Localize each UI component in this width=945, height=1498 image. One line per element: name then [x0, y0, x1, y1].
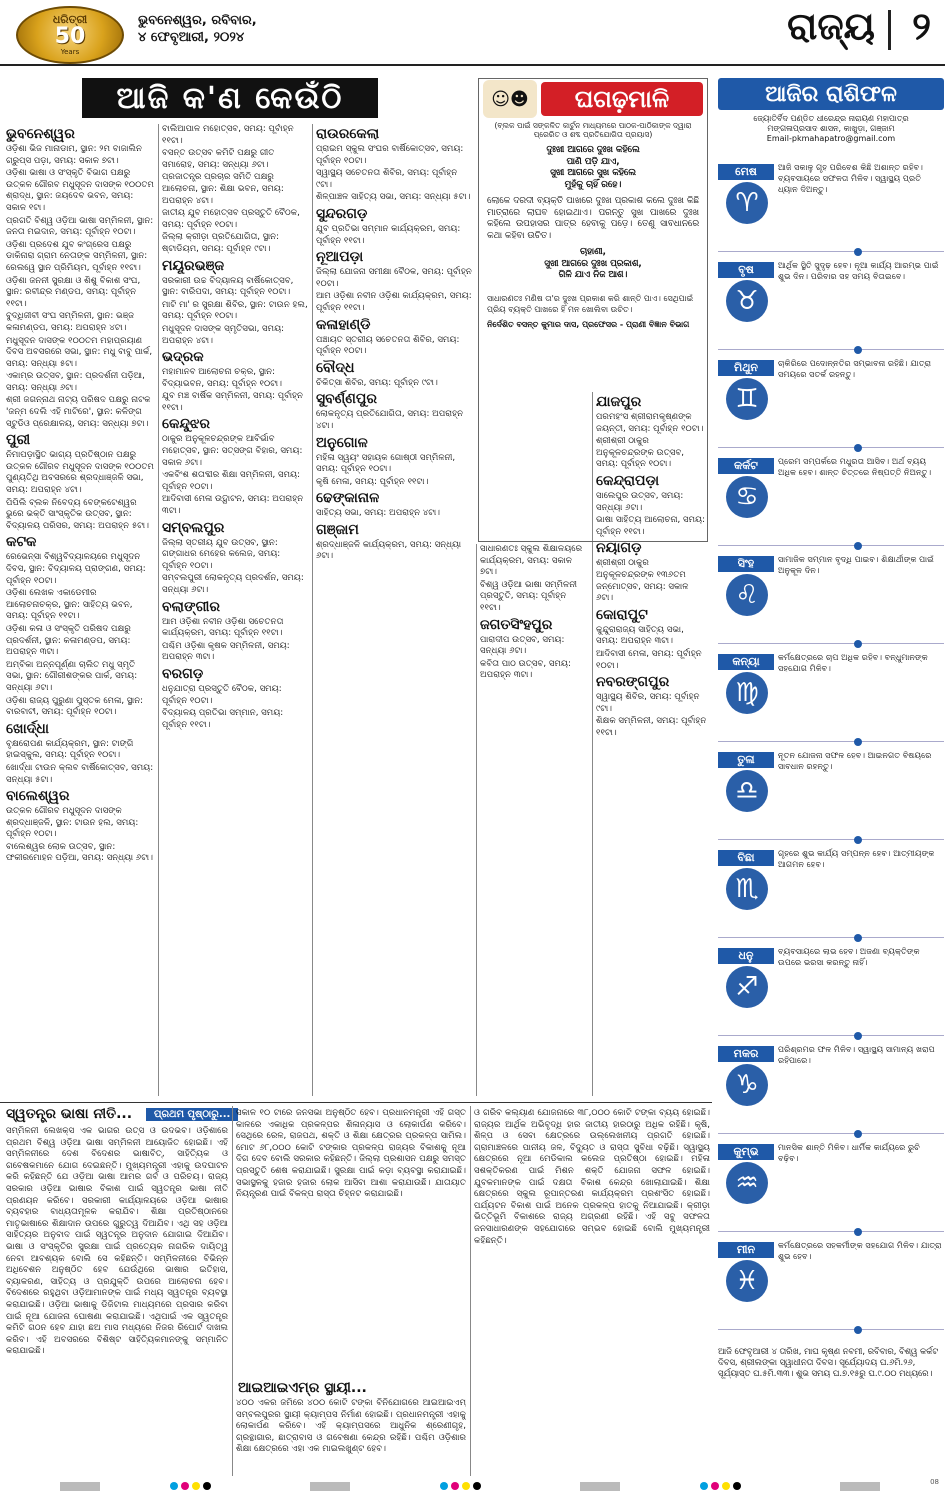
event-item: ଓଡ଼ିଶା ଜନନୀ ସୁରକ୍ଷା ଓ ଶିଶୁ ବିକାଶ ସଂଘ, ସ୍ଥାନ: ରବୀନ୍ଦ୍ର ମଣ୍ଡପ, ସମୟ: ପୂର୍ବାହ୍ନ ୧୧ଟା।	[6, 275, 141, 309]
zodiac-separator	[718, 1231, 944, 1232]
event-item: ମହିଳା ସ୍ୱୟଂ ସହାୟକ ଗୋଷ୍ଠୀ ସମ୍ମିଳନୀ, ସମୟ: ପୂର୍ବାହ୍ନ ୧୦ଟା।	[316, 452, 456, 475]
column-divider	[232, 1106, 233, 1476]
event-item: ଶ୍ରୀଶ୍ରୀ ଠାକୁର ଅନୁକୂଳଚନ୍ଦ୍ରଙ୍କ ଉତ୍ସବ, ସମୟ: ପୂର୍ବାହ୍ନ ୧୦ଟା।	[596, 436, 685, 470]
zodiac-separator	[718, 251, 944, 252]
cmyk-marks	[700, 1482, 741, 1490]
event-item: ଓଡ଼ିଶା ଭିଜ ମାନାଡାମ, ସ୍ଥାନ: ୨ମ ବାଜାଲିନ ଗ୍ରୁପ୍ସ ପଡ଼ା, ସମୟ: ସକାଳ ୭ଟା।	[6, 144, 142, 166]
events-column-4	[480, 544, 588, 1096]
separator-dot-icon	[854, 738, 862, 746]
events-column-1	[6, 124, 154, 1096]
district-heading: ବଲାଙ୍ଗୀର	[162, 598, 220, 615]
zodiac-symbol-icon: ♑	[726, 1064, 768, 1106]
zodiac-symbol-icon: ♒	[726, 1162, 768, 1204]
print-mark	[310, 1482, 350, 1491]
zodiac-separator	[718, 741, 944, 742]
header-rule	[0, 64, 945, 66]
rashifal-panel	[718, 78, 944, 1478]
event-item: ରେଭେନ୍ସା ବିଶ୍ୱବିଦ୍ୟାଳୟରେ ମଧୁସୂଦନ ଦିବସ, ସ୍ଥାନ: ବିଦ୍ୟାଳୟ ପ୍ରାଙ୍ଗଣ, ସମୟ: ପୂର୍ବାହ୍ନ ୧୦ଟା।	[6, 552, 146, 586]
event-item: ନିମାପଡ଼ାସ୍ଥିତ ଭାଗ୍ୟ ପ୍ରତିଷ୍ଠାନ ପକ୍ଷରୁ ଉତ୍କଳ ଗୌରବ ମଧୁସୂଦନ ଦାସଙ୍କ ୧୦୦ତମ ପୁଣ୍ୟତିଥି ଅବସରରେ ଶ୍ରଦ୍ଧାଞ୍ଜଳି ସଭା, ସମୟ: ଅପରାହ୍ନ ୪ଟା।	[6, 450, 154, 496]
district-heading: କଳାହାଣ୍ଡି	[316, 316, 371, 333]
zodiac-name: ସିଂହ	[718, 556, 774, 572]
events-column-2	[162, 124, 308, 1096]
zodiac-symbol-icon: ♋	[726, 476, 768, 518]
article-1-title: ସ୍ୱତନ୍ତ୍ର ଭାଷା ନୀତି...	[6, 1106, 133, 1122]
zodiac-symbol-icon: ♎	[726, 770, 768, 812]
district-heading: ଖୋର୍ଦ୍ଧା	[6, 720, 49, 737]
district-heading: ନୂଆପଡ଼ା	[316, 249, 364, 266]
gagamali-body	[479, 141, 707, 291]
zodiac-prediction: ଗୃହରେ ଶୁଭ କାର୍ଯ୍ୟ ସମ୍ପନ୍ନ ହେବ। ଆତ୍ମୀୟଙ୍କ ଆଗମନ ହେବ।	[778, 848, 935, 869]
zodiac-name: କୁମ୍ଭ	[718, 1144, 774, 1160]
district-heading: ନବରଙ୍ଗପୁର	[596, 674, 670, 691]
cmyk-marks	[170, 1482, 211, 1490]
zodiac-prediction: ଚାକିରିରେ ପଦୋନ୍ନତିର ସମ୍ଭାବନା ରହିଛି। ଯାତ୍ରା ସମୟରେ ସତର୍କ ରହନ୍ତୁ।	[778, 358, 932, 379]
dateline-city-day: ଭୁବନେଶ୍ୱର, ରବିବାର,	[138, 13, 257, 28]
zodiac-separator	[718, 1329, 944, 1330]
event-item: ଖୋର୍ଦ୍ଧା ଟାଉନ କ୍ଲବ ବାର୍ଷିକୋତ୍ସବ, ସମୟ: ସନ୍ଧ୍ୟା ୫ଟା।	[6, 762, 154, 785]
rashifal-title: ଆଜିର ରାଶିଫଳ	[718, 78, 944, 110]
event-item: ଓଡ଼ିଶା ରାଜ୍ୟ ପୁରୁଣା ପୁସ୍ତକ ମେଳା, ସ୍ଥାନ: ବାରବାଟୀ, ସମୟ: ପୂର୍ବାହ୍ନ ୧୦ଟା।	[6, 695, 144, 718]
article-1-body: ସମ୍ମିଳନୀ ଲେଖକ୍ସ ଏକ ଭାଗର ଉତ୍ସ ଓ ଉଦଭବ। ଓଡ଼ିଶାରେ ପ୍ରଥମ ବିଶ୍ୱ ଓଡ଼ିଆ ଭାଷା ସମ୍ମିଳନୀ ଆୟୋଜିତ ହୋଇଛି। ଏହି ସମ୍ମିଳନୀରେ ଦେଶ ବିଦେଶର ଭାଷାବିତ୍, ସାହିତ୍ୟିକ ଓ ଗବେଷକମାନେ ଯୋଗ ଦେଇଛନ୍ତି। ମୁଖ୍ୟମନ୍ତ୍ରୀ ଏହାକୁ ଉଦଘାଟନ କରି କହିଛନ୍ତି ଯେ ଓଡ଼ିଆ ଭାଷା ଆମର ଗର୍ବ ଓ ପରିଚୟ। ରାଜ୍ୟ ସରକାର ଓଡ଼ିଆ ଭାଷାର ବିକାଶ ପାଇଁ ସ୍ୱତନ୍ତ୍ର ଭାଷା ନୀତି ପ୍ରଣୟନ କରିବେ। ସରକାରୀ କାର୍ଯ୍ୟାଳୟରେ ଓଡ଼ିଆ ଭାଷାର ବ୍ୟବହାର ବାଧ୍ୟତାମୂଳକ କରାଯିବ। ଶିକ୍ଷା ପ୍ରତିଷ୍ଠାନରେ ମାତୃଭାଷାରେ ଶିକ୍ଷାଦାନ ଉପରେ ଗୁରୁତ୍ୱ ଦିଆଯିବ। ଏଥି ସହ ଓଡ଼ିଆ ସାହିତ୍ୟର ଅନୁବାଦ ପାଇଁ ସ୍ୱତନ୍ତ୍ର ଅନୁଦାନ ଯୋଗାଇ ଦିଆଯିବ। ଭାଷା ଓ ସଂସ୍କୃତିର ସୁରକ୍ଷା ପାଇଁ ପ୍ରତ୍ୟେକ ନାଗରିକ ଦାୟିତ୍ୱ ନେବା ଆବଶ୍ୟକ ବୋଲି ସେ କହିଛନ୍ତି। ସମ୍ମିଳନୀରେ ବିଭିନ୍ନ ଅଧିବେଶନ ଅନୁଷ୍ଠିତ ହେବ ଯେଉଁଥିରେ ଭାଷାର ଇତିହାସ, ବ୍ୟାକରଣ, ସାହିତ୍ୟ ଓ ପ୍ରଯୁକ୍ତି ଉପରେ ଆଲୋଚନା ହେବ। ବିଦେଶରେ ରହୁଥିବା ଓଡ଼ିଆମାନଙ୍କ ପାଇଁ ମଧ୍ୟ ସ୍ୱତନ୍ତ୍ର ବ୍ୟବସ୍ଥା କରାଯାଇଛି। ଓଡ଼ିଆ ଭାଷାକୁ ଡିଜିଟାଲ ମାଧ୍ୟମରେ ପ୍ରସାର କରିବା ପାଇଁ ନୂଆ ଯୋଜନା ଘୋଷଣା କରାଯାଇଛି। ଏଥିପାଇଁ ଏକ ସ୍ୱତନ୍ତ୍ର କମିଟି ଗଠନ ହେବ ଯାହା ଛଅ ମାସ ମଧ୍ୟରେ ନିଜର ରିପୋର୍ଟ ଦାଖଲ କରିବ। ଏହି ଅବସରରେ ବିଶିଷ୍ଟ ସାହିତ୍ୟିକମାନଙ୍କୁ ସମ୍ମାନିତ କରାଯାଇଛି।	[6, 1126, 228, 1357]
event-item: ପଶ୍ଚିମ ଓଡ଼ିଶା କୃଷକ ସମ୍ମିଳନୀ, ସମୟ: ଅପରାହ୍ନ ୩ଟା।	[162, 640, 290, 663]
event-item: ଆଦିବାସୀ ମେଳା, ସମୟ: ପୂର୍ବାହ୍ନ ୧୦ଟା।	[596, 648, 702, 671]
event-item: ସ୍ୱାସ୍ଥ୍ୟ ଶିବିର, ସମୟ: ପୂର୍ବାହ୍ନ ୯ଟା।	[596, 692, 700, 714]
event-item: ଶ୍ରୀ ଜଗନ୍ନାଥ ନାଟ୍ୟ ପରିଷଦ ପକ୍ଷରୁ ନାଟକ 'ଜନ୍ମ ଦେଲି ଏହି ମାଟିରେ', ସ୍ଥାନ: କଳିଙ୍ଗ ସ୍ଟୁଡିଓ ପ୍ରେକ୍ଷାଳୟ, ସମୟ: ସନ୍ଧ୍ୟା ୭ଟା।	[6, 395, 151, 429]
district-heading: ବୌଦ୍ଧ	[316, 359, 355, 376]
gagamali-footer-text: ସାଧାରଣତଃ ମଣିଷ ତା'ର ଦୁଃଖ ପ୍ରକାଶ କରି ଶାନ୍ତି ପାଏ। ସେଥିପାଇଁ ପ୍ରିୟ ବ୍ୟକ୍ତି ପାଖରେ ହିଁ ମନ ଖୋଲିବା ଉଚିତ।	[487, 293, 694, 314]
event-item: ଓଡ଼ିଶା କଳା ଓ ସଂସ୍କୃତି ପରିଷଦ ପକ୍ଷରୁ ପ୍ରଦର୍ଶନୀ, ସ୍ଥାନ: କଳାମଣ୍ଡପ, ସମୟ: ଅପରାହ୍ନ ୩ଟା।	[6, 623, 131, 658]
cartoon-faces-icon: ☺☻	[483, 80, 537, 118]
zodiac-symbol-icon: ♊	[726, 378, 768, 420]
article-4-body: ଓ ଗରିବ କଲ୍ୟାଣ ଯୋଜନାରେ ୩୮,୦୦୦ କୋଟି ଟଙ୍କା ବ୍ୟୟ ହୋଇଛି। ରାଜ୍ୟର ଆର୍ଥିକ ଅଭିବୃଦ୍ଧି ହାର ଜାତୀୟ ହାରଠାରୁ ଅଧିକ ରହିଛି। କୃଷି, ଶିଳ୍ପ ଓ ସେବା କ୍ଷେତ୍ରରେ ଉଲ୍ଲେଖନୀୟ ପ୍ରଗତି ହୋଇଛି। ଗ୍ରାମାଞ୍ଚଳରେ ପାନୀୟ ଜଳ, ବିଦ୍ୟୁତ ଓ ରାସ୍ତା ସୁବିଧା ବଢ଼ିଛି। ସ୍ୱାସ୍ଥ୍ୟ କ୍ଷେତ୍ରରେ ନୂଆ ମେଡିକାଲ କଲେଜ ପ୍ରତିଷ୍ଠା ହୋଇଛି। ମହିଳା ସଶକ୍ତିକରଣ ପାଇଁ ମିଶନ ଶକ୍ତି ଯୋଜନା ସଫଳ ହୋଇଛି। ଯୁବକମାନଙ୍କ ପାଇଁ ଦକ୍ଷତା ବିକାଶ କେନ୍ଦ୍ର ଖୋଲାଯାଇଛି। ଶିକ୍ଷା କ୍ଷେତ୍ରରେ ସ୍କୁଲ ରୂପାନ୍ତରଣ କାର୍ଯ୍ୟକ୍ରମ ପ୍ରଶଂସିତ ହୋଇଛି। ପର୍ଯ୍ୟଟନ ବିକାଶ ପାଇଁ ଅନେକ ପ୍ରକଳ୍ପ ହାତକୁ ନିଆଯାଇଛି। କ୍ରୀଡ଼ା ଭିତ୍ତିଭୂମି ବିକାଶରେ ରାଜ୍ୟ ଅଗ୍ରଣୀ ରହିଛି। ଏହି ସବୁ ସଫଳତା ଜନସାଧାରଣଙ୍କ ସହଯୋଗରେ ସମ୍ଭବ ହୋଇଛି ବୋଲି ମୁଖ୍ୟମନ୍ତ୍ରୀ କହିଛନ୍ତି।	[474, 1108, 710, 1246]
zodiac-symbol-icon: ♈	[726, 182, 768, 224]
event-item: ମହାମାନବ ଆଲୋଚନା ଚକ୍ର, ସ୍ଥାନ: ବିଦ୍ୟାଭବନ, ସମୟ: ପୂର୍ବାହ୍ନ ୧୦ଟା।	[162, 367, 282, 389]
event-item: ବାଲେଶ୍ୱର ଲୋକ ଉତ୍ସବ, ସ୍ଥାନ: ଫକୀରମୋହନ ପଡ଼ିଆ, ସମୟ: ସନ୍ଧ୍ୟା ୬ଟା।	[6, 841, 153, 864]
article-3-body: ସକାଳ ୧୦ ଟାରେ ଜନସଭା ଅନୁଷ୍ଠିତ ହେବ। ପ୍ରଧାନମନ୍ତ୍ରୀ ଏହି ଗସ୍ତ କାଳରେ ଏକାଧିକ ପ୍ରକଳ୍ପର ଶିଳାନ୍ୟାସ ଓ ଲୋକାର୍ପଣ କରିବେ। ସେଥିରେ ରେଳ, ରାଜପଥ, ଶକ୍ତି ଓ ଶିକ୍ଷା କ୍ଷେତ୍ରର ପ୍ରକଳ୍ପ ସାମିଲ। ମୋଟ ୬୮,୦୦୦ କୋଟି ଟଙ୍କାର ପ୍ରକଳ୍ପ ରାଜ୍ୟର ବିକାଶକୁ ନୂଆ ଦିଗ ଦେବ ବୋଲି ସରକାର କହିଛନ୍ତି। ଜିଲ୍ଲା ପ୍ରଶାସନ ପକ୍ଷରୁ ସମସ୍ତ ପ୍ରସ୍ତୁତି ଶେଷ କରାଯାଇଛି। ସୁରକ୍ଷା ପାଇଁ କଡ଼ା ବ୍ୟବସ୍ଥା କରାଯାଇଛି। ସଭାସ୍ଥଳକୁ ହଜାର ହଜାର ଲୋକ ଆସିବା ଆଶା କରାଯାଉଛି। ଯାତାୟାତ ନିୟନ୍ତ୍ରଣ ପାଇଁ ବିକଳ୍ପ ରାସ୍ତା ଚିହ୍ନଟ କରାଯାଇଛି।	[236, 1108, 466, 1200]
event-item: ବାଲିଆପାଳ ମହୋତ୍ସବ, ସମୟ: ପୂର୍ବାହ୍ନ ୧୧ଟା।	[162, 124, 294, 146]
event-item: ଓଡ଼ିଶା ଭାଷା ଓ ସଂସ୍କୃତି ବିଭାଗ ପକ୍ଷରୁ ଉତ୍କଳ ଗୌରବ ମଧୁସୂଦନ ଦାସଙ୍କ ୧୦୦ତମ ଶ୍ରାଦ୍ଧ, ସ୍ଥାନ: ଜୟଦେବ ଭବନ, ସମୟ: ସକାଳ ୧ଟା।	[6, 168, 154, 213]
astrologer-name: ଜ୍ୟୋତିର୍ବିଦ ପଣ୍ଡିତ ଧୀରେନ୍ଦ୍ର ନାରାୟଣ ମହାପାତ୍ର	[753, 114, 909, 123]
event-item: ଶିକ୍ଷକ ସମ୍ମିଳନୀ, ସମୟ: ପୂର୍ବାହ୍ନ ୧୧ଟା।	[596, 716, 707, 738]
district-heading: ଯାଜପୁର	[596, 394, 642, 410]
district-heading: ସୁବର୍ଣ୍ଣପୁର	[316, 391, 377, 408]
zodiac-symbol-icon: ♏	[726, 868, 768, 910]
district-heading: କେନ୍ଦ୍ରାପଡ଼ା	[596, 472, 660, 489]
separator-dot-icon	[854, 1228, 862, 1236]
newspaper-logo	[16, 6, 124, 64]
dateline	[138, 12, 257, 46]
district-heading: କଟକ	[6, 534, 37, 551]
panchang-text: ଆଜି ଫେବୃଆରୀ ୪ ତାରିଖ, ମାଘ କୃଷ୍ଣ ନବମୀ, ରବିବାର, ବିଶ୍ୱ କର୍କଟ ଦିବସ, ଶ୍ରୀଲଙ୍କା ସ୍ୱାଧୀନତା ଦିବସ। ସୂର୍ଯ୍ୟୋଦୟ ଘ.୬ମି.୨୬, ସୂର୍ଯ୍ୟାସ୍ତ ଘ.୫ମି.୩୩। ଶୁଭ ସମୟ ଘ.୭.୧୫ରୁ ଘ.୯.୦୦ ମଧ୍ୟରେ।	[718, 1346, 939, 1378]
event-item: ମାଟି ମା' ର ସୁରକ୍ଷା ଶିବିର, ସ୍ଥାନ: ଟାଉନ ହଲ, ସମୟ: ପୂର୍ବାହ୍ନ ୧୦ଟା।	[162, 299, 308, 322]
zodiac-prediction: ସାମାଜିକ ସମ୍ମାନ ବୃଦ୍ଧି ପାଇବ। ଶିକ୍ଷାର୍ଥୀଙ୍କ ପାଇଁ ଅନୁକୂଳ ଦିନ।	[778, 554, 934, 575]
zodiac-entry	[718, 844, 944, 940]
event-item: ଭାଷା ସାହିତ୍ୟ ଆଲୋଚନା, ସମୟ: ପୂର୍ବାହ୍ନ ୧୧ଟା।	[596, 515, 706, 537]
zodiac-prediction: ପରିଶ୍ରମର ଫଳ ମିଳିବ। ସ୍ୱାସ୍ଥ୍ୟ ସାମାନ୍ୟ ଖରାପ ରହିପାରେ।	[778, 1044, 935, 1065]
separator-dot-icon	[854, 1032, 862, 1040]
zodiac-name: ବୃଷ	[718, 262, 774, 278]
district-heading: ଢେଙ୍କାନାଳ	[316, 490, 380, 507]
event-item: କୃଷି ମେଳା, ସମୟ: ପୂର୍ବାହ୍ନ ୧୧ଟା।	[316, 476, 429, 487]
zodiac-separator	[718, 349, 944, 350]
event-item: ବିଶ୍ୱ ଓଡ଼ିଆ ଭାଷା ସମ୍ମିଳନୀ ପ୍ରସ୍ତୁତି, ସମୟ: ପୂର୍ବାହ୍ନ ୧୧ଟା।	[480, 579, 578, 613]
event-item: ଶ୍ରୀଶ୍ରୀ ଠାକୁର ଅନୁକୂଳଚନ୍ଦ୍ରଙ୍କ ୧୩୬ତମ ଜନ୍ମୋତ୍ସବ, ସମୟ: ସକାଳ ୬ଟା।	[596, 558, 689, 604]
zodiac-entry	[718, 452, 944, 548]
logo-anniversary-number: 50	[54, 24, 86, 49]
event-item: ଚିକିତ୍ସା ଶିବିର, ସମୟ: ପୂର୍ବାହ୍ନ ୯ଟା।	[316, 377, 438, 388]
district-heading: କେନ୍ଦୁଝର	[162, 416, 211, 433]
zodiac-entry	[718, 648, 944, 744]
event-item: ଜିଲ୍ଲା ଯୋଜନା ସମୀକ୍ଷା ବୈଠକ, ସମୟ: ପୂର୍ବାହ୍ନ ୧୦ଟା।	[316, 267, 472, 289]
event-item: ପାରାଦୀପ ଉତ୍ସବ, ସମୟ: ସନ୍ଧ୍ୟା ୬ଟା।	[480, 634, 565, 657]
event-item: ପରମହଂସ ଶ୍ରୀରାମକୃଷ୍ଣଙ୍କ ଜୟନ୍ତୀ, ସମୟ: ପୂର୍ବାହ୍ନ ୧୦ଟା।	[596, 412, 704, 434]
print-mark	[840, 1482, 880, 1491]
event-item: କବିତା ପାଠ ଉତ୍ସବ, ସମୟ: ଅପରାହ୍ନ ୩ଟା।	[480, 658, 571, 681]
zodiac-entry	[718, 256, 944, 352]
column-divider	[312, 124, 313, 1096]
zodiac-symbol-icon: ♍	[726, 672, 768, 714]
zodiac-separator	[718, 1133, 944, 1134]
gagamali-box	[478, 78, 708, 542]
gagamali-text: ଲୋକେ ଦରଦୀ ବ୍ୟକ୍ତି ପାଖରେ ଦୁଃଖ ପ୍ରକାଶ କଲେ ଦୁଃଖ କିଛି ମାତ୍ରାରେ ଲାଘବ ହୋଇଥାଏ। ପରନ୍ତୁ ସୁଖ ପାଖରେ ଦୁଃଖ କହିଲେ ଉପହାସର ପାତ୍ର ହେବାକୁ ପଡ଼େ। ତେଣୁ ସାବଧାନରେ କଥା କହିବା ଉଚିତ।	[487, 196, 699, 241]
zodiac-entry	[718, 942, 944, 1038]
zodiac-entry	[718, 158, 944, 254]
column-divider	[158, 124, 159, 1096]
event-item: ସାଧାରଣତଃ ସ୍କୁଲ ଶିକ୍ଷାଳୟରେ କାର୍ଯ୍ୟକ୍ରମ, ସମୟ: ସକାଳ ୭ଟା।	[480, 544, 583, 578]
event-item: ବୁଦ୍ଧିଜୀବୀ ସଂଘ ସମ୍ମିଳନୀ, ସ୍ଥାନ: ଭଞ୍ଜ କଳାମଣ୍ଡପ, ସମୟ: ଅପରାହ୍ନ ୪ଟା।	[6, 311, 135, 333]
astrologer-email: Email-pkmahapatro@gmail.com	[766, 134, 896, 143]
zodiac-name: କର୍କଟ	[718, 458, 774, 474]
zodiac-prediction: ପ୍ରେମ ସମ୍ପର୍କରେ ମଧୁରତା ଆସିବ। ଅର୍ଥ ବ୍ୟୟ ଅଧିକ ହେବ। ଶାନ୍ତ ଚିତ୍ତରେ ନିଷ୍ପତ୍ତି ନିଅନ୍ତୁ।	[778, 456, 932, 477]
gagamali-subtitle: (ବ୍ଲକ ପାଇଁ ସଙ୍କଳିତ କାର୍ଟୁନ ମାଧ୍ୟମରେ ପାଠକ-ପାଠିକାଙ୍କ ଦ୍ୱାରା ପ୍ରେରିତ ଓ ଶବ୍ଦ ପ୍ରତିଯୋଗିତା ପ୍ରୟାସ)	[494, 121, 692, 139]
zodiac-entry	[718, 354, 944, 450]
zodiac-separator	[718, 447, 944, 448]
event-item: ଜିଲ୍ଲା କ୍ରୀଡ଼ା ପ୍ରତିଯୋଗିତା, ସ୍ଥାନ: ଷ୍ଟାଡିୟମ, ସମୟ: ପୂର୍ବାହ୍ନ ୯ଟା।	[162, 232, 279, 254]
district-heading: ଜଗତସିଂହପୁର	[480, 616, 553, 633]
event-item: ଧନୁଯାତ୍ରା ପ୍ରସ୍ତୁତି ବୈଠକ, ସମୟ: ପୂର୍ବାହ୍ନ ୧୦ଟା।	[162, 683, 282, 706]
zodiac-symbol-icon: ♐	[726, 966, 768, 1008]
separator-dot-icon	[854, 248, 862, 256]
cmyk-marks	[440, 1482, 481, 1490]
separator-dot-icon	[854, 542, 862, 550]
print-mark	[60, 1482, 100, 1491]
logo-years: Years	[60, 48, 80, 56]
event-item: ଶ୍ରଦ୍ଧାଞ୍ଜଳି କାର୍ଯ୍ୟକ୍ରମ, ସମୟ: ସନ୍ଧ୍ୟା ୬ଟା।	[316, 539, 462, 562]
event-item: କୁନ୍ଦୁରାରାଜ୍ୟ ସାହିତ୍ୟ ସଭା, ସମୟ: ଅପରାହ୍ନ ୩ଟା।	[596, 624, 684, 647]
separator-dot-icon	[854, 346, 862, 354]
district-heading: ବରଗଡ଼	[162, 665, 204, 682]
section-title: ରାଜ୍ୟ	[787, 4, 875, 48]
zodiac-name: ମକର	[718, 1046, 774, 1062]
event-item: ଜିଲ୍ଲା ସ୍ତରୀୟ ଯୁବ ଉତ୍ସବ, ସ୍ଥାନ: ଗଙ୍ଗାଧର ମେହେର କଲେଜ, ସମୟ: ପୂର୍ବାହ୍ନ ୧୦ଟା।	[162, 537, 281, 571]
separator-dot-icon	[854, 444, 862, 452]
zodiac-prediction: ଆର୍ଥିକ ସ୍ଥିତି ସୁଦୃଢ଼ ହେବ। ନୂଆ କାର୍ଯ୍ୟ ଆରମ୍ଭ ପାଇଁ ଶୁଭ ଦିନ। ପରିବାର ସହ ସମୟ ବିତାଇବେ।	[778, 260, 939, 281]
event-item: ଉତ୍କଳ ଗୌରବ ମଧୁସୂଦନ ଦାସଙ୍କ ଶ୍ରଦ୍ଧାଞ୍ଜଳି, ସ୍ଥାନ: ଟାଉନ ହଲ, ସମୟ: ପୂର୍ବାହ୍ନ ୧୦ଟା।	[6, 806, 139, 840]
zodiac-name: ତୁଳା	[718, 752, 774, 768]
event-item: ପ୍ରାଇମ ସ୍କୁଲ ସଂଘର ବାର୍ଷିକୋତ୍ସବ, ସମୟ: ପୂର୍ବାହ୍ନ ୧୦ଟା।	[316, 144, 464, 166]
separator-dot-icon	[854, 934, 862, 942]
district-heading: ଭଦ୍ରକ	[162, 349, 204, 366]
district-heading: ସମ୍ବଲପୁର	[162, 519, 225, 536]
district-heading: କୋରାପୁଟ	[596, 606, 648, 623]
zodiac-symbol-icon: ♉	[726, 280, 768, 322]
zodiac-name: ବିଛା	[718, 850, 774, 866]
district-heading: ରାଉରକେଲା	[316, 126, 380, 142]
zodiac-name: ମେଷ	[718, 164, 774, 180]
zodiac-entry	[718, 1138, 944, 1234]
event-item: ଶିଳ୍ପାଞ୍ଚଳ ସାହିତ୍ୟ ସଭା, ସମୟ: ସନ୍ଧ୍ୟା ୫ଟା।	[316, 192, 471, 203]
event-item: ଲୋକନୃତ୍ୟ ପ୍ରତିଯୋଗିତା, ସମୟ: ଅପରାହ୍ନ ୪ଟା।	[316, 409, 464, 431]
zodiac-separator	[718, 643, 944, 644]
gagamali-credit: ନିର୍ଦେଶିତ ବସନ୍ତ କୁମାର ଦାସ, ପ୍ରଫେସର - ପ୍ରାଣୀ ବିଜ୍ଞାନ ବିଭାଗ	[487, 319, 690, 329]
zodiac-separator	[718, 839, 944, 840]
event-item: ବସନ୍ତ ଉତ୍ସବ କମିଟି ପକ୍ଷରୁ ଗୀତ ସମାରୋହ, ସମୟ: ସନ୍ଧ୍ୟା ୬ଟା।	[162, 148, 275, 170]
event-item: ସରକାରୀ ଉଚ୍ଚ ବିଦ୍ୟାଳୟ ବାର୍ଷିକୋତ୍ସବ, ସ୍ଥାନ: ବାରିପଦା, ସମୟ: ପୂର୍ବାହ୍ନ ୧୦ଟା।	[162, 275, 294, 298]
event-item: ଯୁବ ମଞ୍ଚ ବାର୍ଷିକ ସମ୍ମିଳନୀ, ସମୟ: ପୂର୍ବାହ୍ନ ୧୧ଟା।	[162, 391, 303, 413]
event-item: ସାଲେପୁର ଉତ୍ସବ, ସମୟ: ସନ୍ଧ୍ୟା ୬ଟା।	[596, 490, 684, 513]
event-item: ବିଦ୍ୟାଳୟ ପ୍ରତିଭା ସମ୍ମାନ, ସମୟ: ପୂର୍ବାହ୍ନ ୧୧ଟା।	[162, 708, 284, 730]
separator-dot-icon	[854, 1326, 862, 1334]
zodiac-separator	[718, 937, 944, 938]
zodiac-entry	[718, 1236, 944, 1332]
zodiac-name: ଧନୁ	[718, 948, 774, 964]
district-heading: ଭୁବନେଶ୍ୱର	[6, 126, 75, 142]
zodiac-name: ମୀନ	[718, 1242, 774, 1258]
separator-dot-icon	[854, 640, 862, 648]
zodiac-prediction: ନୂତନ ଯୋଜନା ସଫଳ ହେବ। ଆଇନଗତ ବିଷୟରେ ସାବଧାନ ରହନ୍ତୁ।	[778, 750, 932, 771]
district-heading: ଗଞ୍ଜାମ	[316, 521, 359, 538]
masthead-divider	[888, 10, 891, 50]
zodiac-entry	[718, 1040, 944, 1136]
event-item: ଓଡ଼ିଶା ପ୍ରଦେଶ ଯୁବ କଂଗ୍ରେସ ପକ୍ଷରୁ ଡାକିନାରା ଗ୍ରାମ ନେତାଙ୍କ ସମ୍ମିଳନୀ, ସ୍ଥାନ: ରେଲୱେ ସ୍ଥାନ ପ୍ରିମିୟମ, ପୂର୍ବାହ୍ନ ୧୧ଟା।	[6, 239, 148, 273]
district-heading: ବାଲେଶ୍ୱର	[6, 788, 70, 805]
gagamali-header	[479, 79, 707, 119]
district-heading: ନୟାଗଡ଼	[596, 540, 642, 557]
event-item: ଯୁବ ପ୍ରତିଭା ସମ୍ମାନ କାର୍ଯ୍ୟକ୍ରମ, ସମୟ: ପୂର୍ବାହ୍ନ ୧୧ଟା।	[316, 223, 461, 246]
zodiac-symbol-icon: ♓	[726, 1260, 768, 1302]
page-code: 08	[930, 1478, 939, 1486]
event-item: ଠାକୁର ଅନୁକୂଳଚନ୍ଦ୍ରଙ୍କ ଆବିର୍ଭାବ ମହୋତ୍ସବ, ସ୍ଥାନ: ସତ୍ସଙ୍ଗ ବିହାର, ସମୟ: ସକାଳ ୬ଟା।	[162, 434, 303, 468]
separator-dot-icon	[854, 1130, 862, 1138]
event-item: ଏକବିଂଶ ଶତାବ୍ଦୀର ଶିକ୍ଷା ସମ୍ମିଳନୀ, ସମୟ: ପୂର୍ବାହ୍ନ ୧୦ଟା।	[162, 470, 300, 492]
event-item: ଏକାମ୍ର ଉତ୍ସବ, ସ୍ଥାନ: ପ୍ରଦର୍ଶନୀ ପଡ଼ିଆ, ସମୟ: ସନ୍ଧ୍ୟା ୬ଟା।	[6, 371, 145, 393]
separator-dot-icon	[854, 836, 862, 844]
event-item: ସାହିତ୍ୟ ସଭା, ସମୟ: ଅପରାହ୍ନ ୪ଟା।	[316, 508, 441, 519]
zodiac-separator	[718, 545, 944, 546]
event-item: ଆମ ଓଡ଼ିଶା ନବୀନ ଓଡ଼ିଶା କାର୍ଯ୍ୟକ୍ରମ, ସମୟ: ପୂର୍ବାହ୍ନ ୧୧ଟା।	[316, 291, 472, 313]
event-item: ବୃକ୍ଷରୋପଣ କାର୍ଯ୍ୟକ୍ରମ, ସ୍ଥାନ: ଟାଙ୍ଗି ହାଇସ୍କୁଲ, ସମୟ: ପୂର୍ବାହ୍ନ ୧୦ଟା।	[6, 738, 134, 761]
event-item: ମଧୁସୂଦନ ଦାସଙ୍କ ୧୦୦ତମ ମହାପ୍ରୟାଣ ଦିବସ ଅବସରରେ ସଭା, ସ୍ଥାନ: ମଧୁ ବାବୁ ପାର୍କ, ସମୟ: ସନ୍ଧ୍ୟା ୫ଟା।	[6, 335, 153, 369]
logo-text: ଧରିତ୍ରୀ	[52, 13, 88, 26]
event-item: ଓଡ଼ିଶା ଲେଖକ ଏକାଡେମୀର ଆଲୋଚନାଚକ୍ର, ସ୍ଥାନ: ସାହିତ୍ୟ ଭବନ, ସମୟ: ପୂର୍ବାହ୍ନ ୧୧ଟା।	[6, 588, 133, 622]
zodiac-prediction: ବ୍ୟବସାୟରେ ଲାଭ ହେବ। ଅଜଣା ବ୍ୟକ୍ତିଙ୍କ ଉପରେ ଭରସା କରନ୍ତୁ ନାହିଁ।	[778, 946, 920, 967]
print-mark	[580, 1482, 620, 1491]
article-2-body: ୪୦୦ ଏକର ଜମିରେ ୪୦୦ କୋଟି ଟଙ୍କା ବିନିଯୋଗରେ ଆଇଆଇଏମ୍ ସମ୍ବଲପୁରର ସ୍ଥାୟୀ କ୍ୟାମ୍ପସ ନିର୍ମାଣ ହୋଇଛି। ପ୍ରଧାନମନ୍ତ୍ରୀ ଏହାକୁ ଲୋକାର୍ପଣ କରିବେ। ଏହି କ୍ୟାମ୍ପସରେ ଆଧୁନିକ ଶ୍ରେଣୀଗୃହ, ଗ୍ରନ୍ଥାଗାର, ଛାତ୍ରାବାସ ଓ ଗବେଷଣା କେନ୍ଦ୍ର ରହିଛି। ପଶ୍ଚିମ ଓଡ଼ିଶାର ଶିକ୍ଷା କ୍ଷେତ୍ରରେ ଏହା ଏକ ମାଇଲଖୁଣ୍ଟ ହେବ।	[236, 1398, 466, 1455]
event-item: ସମ୍ବଲପୁରୀ ଲୋକନୃତ୍ୟ ପ୍ରଦର୍ଶନ, ସମୟ: ସନ୍ଧ୍ୟା ୬ଟା।	[162, 573, 304, 595]
event-item: ସ୍ୱାସ୍ଥ୍ୟ ସଚେତନତା ଶିବିର, ସମୟ: ପୂର୍ବାହ୍ନ ୯ଟା।	[316, 168, 458, 190]
event-item: ଅମ୍ବିକା ଅନ୍ନପୂର୍ଣ୍ଣା ଚାଲିତ ମଧୁ ସ୍ମୃତି ସଭା, ସ୍ଥାନ: ଗୌରୀଶଙ୍କର ପାର୍କ, ସମୟ: ସନ୍ଧ୍ୟା ୬ଟା।	[6, 659, 138, 693]
event-item: ପିପିଲି ବ୍ଲକ ନିବେଦ୍ୟ ବେଙ୍କଟେଶ୍ୱର ଭୁରେ ଭକ୍ତି ସାଂସ୍କୃତିକ ଉତ୍ସବ, ସ୍ଥାନ: ବିଦ୍ୟାଳୟ ପରିସର, ସମୟ: ଅପରାହ୍ନ ୫ଟା।	[6, 497, 149, 531]
district-heading: ମୟୂରଭଞ୍ଜ	[162, 257, 225, 274]
event-item: ପଞ୍ଚାୟତ ସ୍ତରୀୟ ସଚେତନତା ଶିବିର, ସମୟ: ପୂର୍ବାହ୍ନ ୧୦ଟା।	[316, 334, 460, 357]
zodiac-entry	[718, 746, 944, 842]
zodiac-entry	[718, 550, 944, 646]
zodiac-name: କନ୍ୟା	[718, 654, 774, 670]
district-heading: ସୁନ୍ଦରଗଡ଼	[316, 205, 368, 222]
zodiac-prediction: ଆଜି ସକାଳୁ ଗୃହ ପରିବେଶ କିଛି ଅଶାନ୍ତ ରହିବ। ବ୍ୟବସାୟରେ ସଫଳତା ମିଳିବ। ସ୍ୱାସ୍ଥ୍ୟ ପ୍ରତି ଧ୍ୟାନ ଦିଅନ୍ତୁ।	[778, 162, 923, 194]
events-column-3	[316, 124, 472, 1096]
gagamali-verse-2: ଚାହାଣୀ, ସୁଖୀ ଆଗରେ ଦୁଃଖ ପ୍ରକାଶ, ଗିଳି ଯାଏ ନିଜ ଆଶ।	[544, 247, 642, 280]
event-item: ଆମ ଓଡ଼ିଶା ନବୀନ ଓଡ଼ିଶା ସଚେତନତା କାର୍ଯ୍ୟକ୍ରମ, ସମୟ: ପୂର୍ବାହ୍ନ ୧୧ଟା।	[162, 616, 284, 639]
article-2-title: ଆଇଆଇଏମ୍‌ର ସ୍ଥାୟୀ...	[238, 1380, 367, 1396]
zodiac-prediction: ମାନସିକ ଶାନ୍ତି ମିଳିବ। ଧାର୍ମିକ କାର୍ଯ୍ୟରେ ରୁଚି ବଢ଼ିବ।	[778, 1142, 920, 1163]
zodiac-separator	[718, 1035, 944, 1036]
zodiac-symbol-icon: ♌	[726, 574, 768, 616]
district-heading: ଅନୁଗୋଳ	[316, 434, 368, 451]
event-item: ପ୍ରଜାତନ୍ତ୍ର ପ୍ରଚାର ସମିତି ପକ୍ଷରୁ ଆଲୋଚନା, ସ୍ଥାନ: ଶିକ୍ଷା ଭବନ, ସମୟ: ଅପରାହ୍ନ ୪ଟା।	[162, 172, 284, 206]
event-item: ଆଦିବାସୀ ମେଳା ଉଦ୍ଘାଟନ, ସମୟ: ଅପରାହ୍ନ ୩ଟା।	[162, 494, 304, 517]
event-item: ପ୍ରଗତି ବିଶ୍ୱ ଓଡ଼ିଆ ଭାଷା ସମ୍ମିଳନୀ, ସ୍ଥାନ: ଜନତା ମଇଦାନ, ସମୟ: ପୂର୍ବାହ୍ନ ୧୦ଟା।	[6, 215, 154, 238]
page-number: ୨	[912, 4, 931, 48]
zodiac-name: ମିଥୁନ	[718, 360, 774, 376]
zodiac-prediction: କର୍ମକ୍ଷେତ୍ରରେ ଚାପ ଅଧିକ ରହିବ। ବନ୍ଧୁମାନଙ୍କ ସହଯୋଗ ମିଳିବ।	[778, 652, 928, 673]
gagamali-title: ଘଗଢ଼ମାଳି	[541, 82, 703, 116]
articles-top-rule	[0, 1102, 712, 1103]
district-heading: ପୁରୀ	[6, 432, 31, 449]
column-divider	[470, 1106, 471, 1476]
astrologer-address: ମଙ୍ଗଳାପ୍ରସାଦ ଶାସନ, କାଖୁଡ଼ା, ଗଞ୍ଜାମ	[767, 124, 895, 133]
events-banner: ଆଜି କ'ଣ କେଉଁଠି	[82, 78, 378, 118]
event-item: ମଧୁସୂଦନ ଦାସଙ୍କ ସ୍ମୃତିସଭା, ସମୟ: ଅପରାହ୍ନ ୪ଟା।	[162, 323, 285, 346]
gagamali-verse-1: ଦୁଃଖୀ ଆଗରେ ଦୁଃଖ କହିଲେ ପାଣି ପଡ଼ି ଯାଏ, ସୁଖୀ ଆଗରେ ସୁଖ କହିଲେ ମୁହଁକୁ ଚାହିଁ ରହେ।	[546, 145, 640, 190]
column-divider	[476, 544, 477, 1096]
continued-ribbon: ପ୍ରଥମ ପୃଷ୍ଠାରୁ...	[146, 1108, 238, 1121]
zodiac-prediction: କର୍ମକ୍ଷେତ୍ରରେ ସହକର୍ମୀଙ୍କ ସହଯୋଗ ମିଳିବ। ଯାତ୍ରା ଶୁଭ ହେବ।	[778, 1240, 942, 1261]
event-item: ଜାତୀୟ ଯୁବ ମହୋତ୍ସବ ପ୍ରସ୍ତୁତି ବୈଠକ, ସମୟ: ପୂର୍ବାହ୍ନ ୧୦ଟା।	[162, 208, 300, 230]
dateline-date: ୪ ଫେବୃଆରୀ, ୨୦୨୪	[138, 30, 245, 45]
